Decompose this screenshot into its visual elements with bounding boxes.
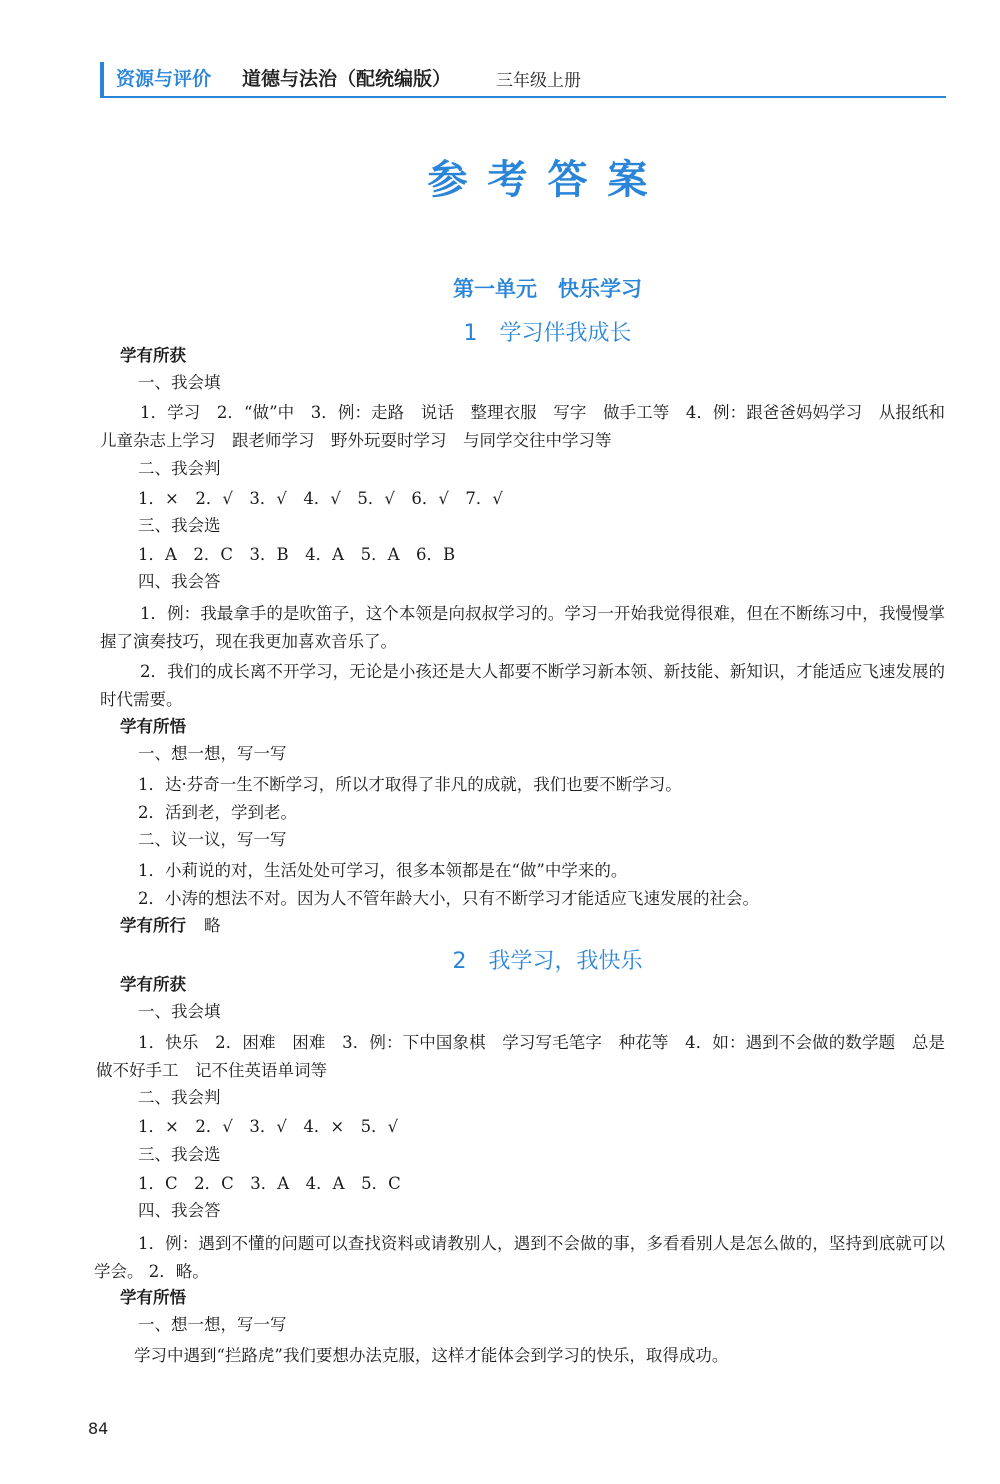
lesson-2-title: 2 我学习，我快乐 — [452, 949, 643, 974]
lesson-1-judge-heading: 二、我会判 — [138, 459, 221, 478]
lesson-2-choose-answers: 1．C 2．C 3．A 4．A 5．C — [138, 1174, 401, 1193]
page-number: 84 — [88, 1419, 109, 1438]
lesson-1-choose-heading: 三、我会选 — [138, 516, 221, 535]
lesson-2-think-text: 学习中遇到“拦路虎”我们要想办法克服，这样才能体会到学习的快乐，取得成功。 — [134, 1346, 729, 1365]
lesson-1-action-text: 略 — [204, 916, 221, 935]
lesson-2-insight-heading: 学有所悟 — [120, 1288, 186, 1307]
lesson-1-title: 1 学习伴我成长 — [463, 321, 632, 346]
lesson-1-discuss-2: 2．小涛的想法不对。因为人不管年龄大小，只有不断学习才能适应飞速发展的社会。 — [138, 889, 759, 908]
lesson-1-fill-answers: 1．学习 2．“做”中 3．例：走路 说话 整理衣服 写字 做手工等 4．例：跟爸爸妈妈学习 从报纸和儿童杂志上学习 跟老师学习 野外玩耍时学习 与同学交往中学习等 — [100, 403, 945, 450]
lesson-2-fill-answers: 1．快乐 2．困难 困难 3．例：下中国象棋 学习写毛笔字 种花等 4．如：遇到不会做的数学题 总是做不好手工 记不住英语单词等 — [96, 1033, 945, 1080]
lesson-1-judge-answers: 1．× 2．√ 3．√ 4．√ 5．√ 6．√ 7．√ — [138, 489, 503, 508]
lesson-1-think-1: 1．达·芬奇一生不断学习，所以才取得了非凡的成就，我们也要不断学习。 — [138, 775, 682, 794]
lesson-2-judge-heading: 二、我会判 — [138, 1088, 221, 1107]
lesson-1-action-heading — [120, 912, 945, 940]
header-rule — [100, 96, 946, 98]
lesson-2-judge-answers: 1．× 2．√ 3．√ 4．× 5．√ — [138, 1117, 399, 1136]
header-accent-bar — [100, 62, 104, 96]
header-grade: 三年级上册 — [496, 71, 581, 91]
lesson-2-choose-heading: 三、我会选 — [138, 1145, 221, 1164]
lesson-2-answer-heading: 四、我会答 — [138, 1201, 221, 1220]
lesson-2-think-heading: 一、想一想，写一写 — [138, 1315, 287, 1334]
lesson-1-discuss-1: 1．小莉说的对，生活处处可学习，很多本领都是在“做”中学来的。 — [138, 861, 628, 880]
lesson-1-gain-heading: 学有所获 — [120, 346, 186, 365]
header-brand: 资源与评价 — [116, 68, 212, 90]
lesson-1-insight-heading: 学有所悟 — [120, 717, 186, 736]
unit-title: 第一单元 快乐学习 — [453, 277, 642, 301]
lesson-1-answer-1: 1．例：我最拿手的是吹笛子，这个本领是向叔叔学习的。学习一开始我觉得很难，但在不断练习中，我慢慢掌握了演奏技巧，现在我更加喜欢音乐了。 — [100, 604, 945, 651]
lesson-1-answer-2: 2．我们的成长离不开学习，无论是小孩还是大人都要不断学习新本领、新技能、新知识，才能适应飞速发展的时代需要。 — [100, 662, 945, 709]
lesson-1-discuss-heading: 二、议一议，写一写 — [138, 830, 287, 849]
lesson-2-gain-heading: 学有所获 — [120, 975, 186, 994]
page-header — [100, 58, 948, 100]
lesson-1-action-label: 学有所行 — [120, 916, 186, 935]
header-subject: 道德与法治（配统编版） — [242, 68, 452, 90]
lesson-1-choose-answers: 1．A 2．C 3．B 4．A 5．A 6．B — [138, 545, 456, 564]
lesson-1-think-heading: 一、想一想，写一写 — [138, 744, 287, 763]
page-title: 参考答案 — [427, 157, 668, 203]
lesson-2-fill-heading: 一、我会填 — [138, 1002, 221, 1021]
lesson-1-fill-heading: 一、我会填 — [138, 373, 221, 392]
lesson-1-think-2: 2．活到老，学到老。 — [138, 803, 297, 822]
lesson-2-answer-1: 1．例：遇到不懂的问题可以查找资料或请教别人，遇到不会做的事，多看看别人是怎么做的，坚持到底就可以学会。 2．略。 — [94, 1234, 945, 1281]
lesson-1-answer-heading: 四、我会答 — [138, 572, 221, 591]
